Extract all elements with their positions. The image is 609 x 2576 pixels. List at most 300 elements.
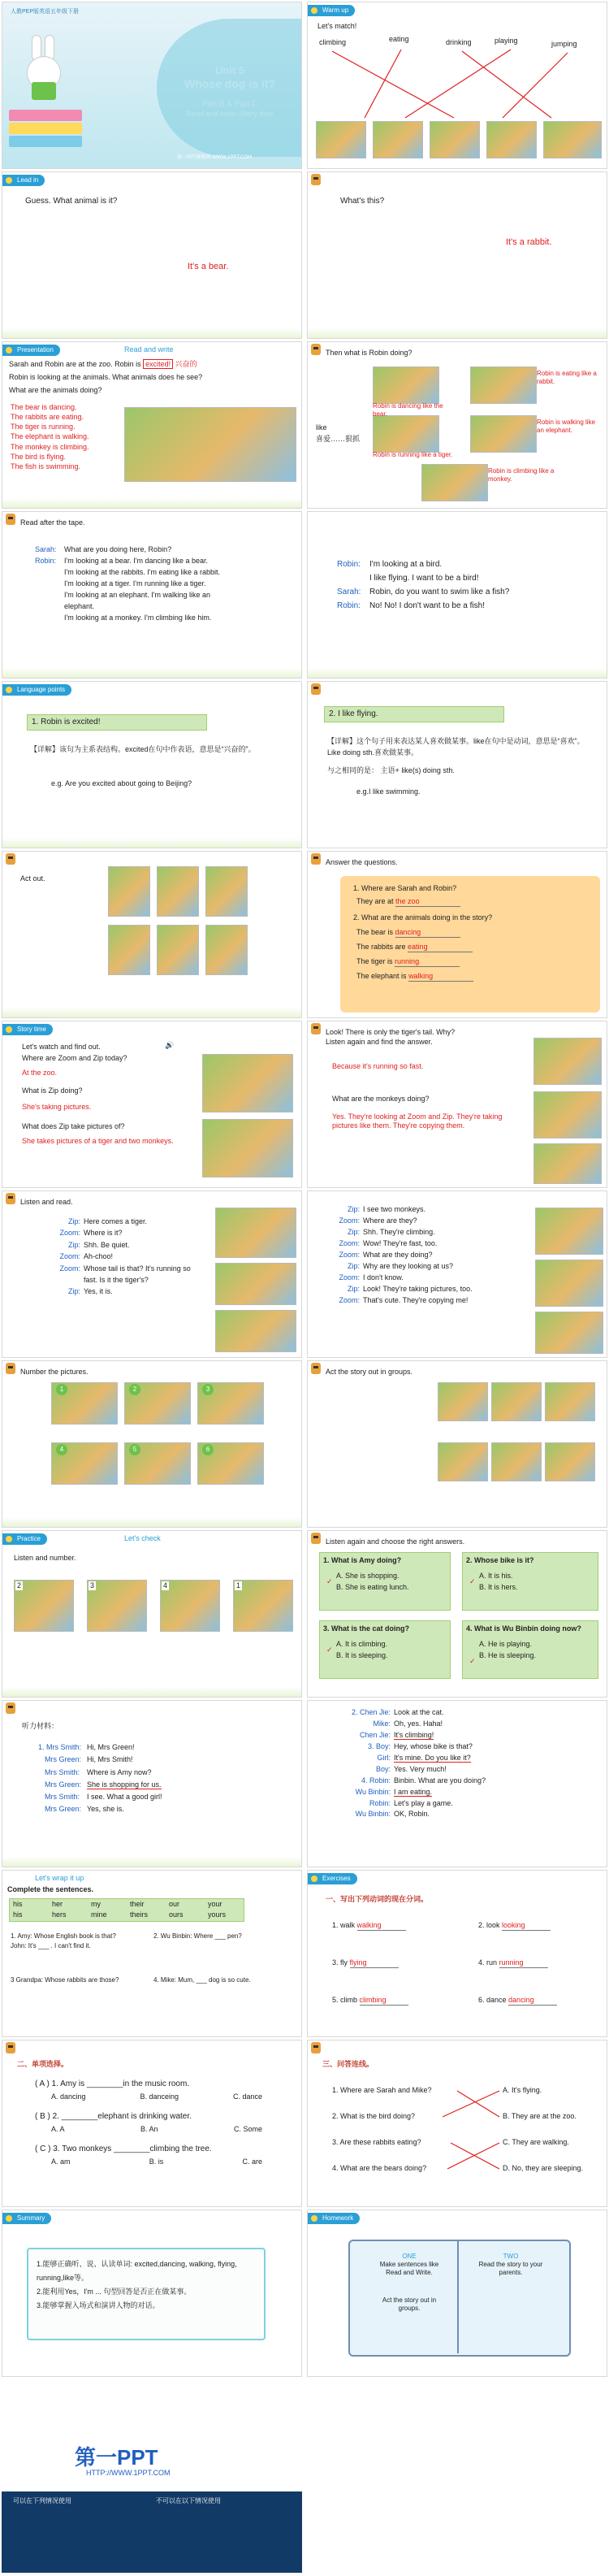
section-tag: Warm up [308,5,355,16]
exercises-slide[interactable] [307,1870,607,2037]
footer-logo: 第一PPT [75,2445,158,2470]
word-drinking[interactable]: drinking [446,38,472,46]
dialogue-line [327,1273,530,1284]
item-word: 4. run [478,1958,498,1967]
line-text: Look! They're taking pictures, too. [363,1284,473,1293]
line-text: Binbin. What are you doing? [394,1776,486,1785]
footer-band [2,2491,302,2573]
language-explanation: 【详解】该句为主系表结构。excited在句中作表语，意思是“兴奋的”。 [30,745,256,753]
line-text: I see two monkeys. [363,1205,426,1213]
line-text: I'm looking at a bird. [369,560,443,569]
ground-decoration [2,1517,301,1527]
footer [2,2381,302,2573]
line-text: Yes, it is. [84,1287,113,1296]
wrapup-slide[interactable] [2,1870,302,2037]
leadin-slide[interactable] [2,171,302,339]
mc-options [51,2125,262,2134]
match-question[interactable]: 3. Are these rabbits eating? [332,2138,421,2146]
dialogue-line [38,1767,162,1779]
section-tag: Exercises [308,1873,357,1884]
story-line: What is Zip doing? [22,1086,83,1095]
line-text: Yes. Very much! [394,1764,447,1773]
robot-icon [311,174,321,185]
number-box[interactable]: 4 [163,1581,168,1589]
choice-card [462,1620,598,1679]
leadin2-answer: It's a rabbit. [506,237,552,247]
dialogue-line [340,1787,486,1798]
act-groups-slide[interactable] [307,1360,607,1528]
robin-bubble: Robin is climbing like a monkey. [488,467,555,483]
answer-prefix: The bear is [356,928,394,936]
dialogue-line [337,557,509,571]
book-stack-icon [9,108,82,149]
robot-icon [6,853,15,865]
summary-line: 2.能利用Yes，I'm ... 句型回答是否正在做某事。 [37,2288,192,2296]
story-slide[interactable] [2,1021,302,1188]
story-line: Where are Zoom and Zip today? [22,1054,127,1062]
choice-question: 4. What is Wu Binbin doing now? [466,1624,581,1633]
word-eating[interactable]: eating [389,35,409,43]
check-label: Let's check [124,1534,161,1542]
story-picture [535,1312,603,1354]
mc-option[interactable]: B. is [149,2158,164,2166]
form-subject: 主语+ [380,766,400,774]
answer-blank[interactable]: the zoo [395,897,460,907]
answer-blank[interactable]: walking [408,972,473,982]
answer-line: The fish is swimming. [11,462,81,471]
script1-slide[interactable] [2,1700,302,1867]
speaker: Mrs Green: [45,1755,82,1764]
listen-read2-slide[interactable] [307,1190,607,1358]
line-text: I'm looking at a tiger. I'm running like a tiger. [64,579,206,588]
match-title: 三、问答连线。 [322,2060,374,2068]
like-meaning: 喜爱……狠抓 [316,435,361,443]
mc-option[interactable]: B. danceing [140,2092,179,2101]
dialogue-line [327,1227,530,1238]
answer-blank[interactable]: eating [408,943,473,952]
matching-slide[interactable] [307,2040,607,2207]
answer-blank[interactable]: running [499,1958,548,1968]
zoo-picture [124,407,296,482]
dialogue-line [51,1251,205,1262]
actout-slide[interactable] [2,851,302,1018]
homework-one [373,2253,446,2277]
speaker: Robin: [35,556,57,565]
story-picture [533,1091,602,1138]
homework-three: Act the story out in groups. [382,2296,437,2312]
answer-blank[interactable]: walking [357,1921,406,1931]
line-text: Whose tail is that? It's running so fast. Is it the tiger's? [84,1264,191,1284]
robin-picture [470,415,537,453]
speaker: Robin: [369,1798,391,1807]
choice-option-b[interactable]: B. It is sleeping. [336,1650,388,1659]
speaker: Zip: [347,1284,360,1293]
story-picture [202,1054,293,1112]
dialogue-line [327,1284,530,1295]
warmup-slide[interactable] [307,2,607,169]
robin-bubble: Robin is eating like a rabbit. [537,370,597,385]
form-label: 与之相同的是： [327,766,379,774]
answer-blank[interactable]: climbing [360,1996,408,2006]
listen-picture [233,1580,293,1632]
homework-two [470,2253,551,2277]
excited-note: 兴奋的 [175,360,197,368]
match-question[interactable]: 2. What is the bird doing? [332,2112,416,2120]
match-prompt: Let's match! [317,22,357,30]
check-mark-icon: ✓ [326,1646,333,1654]
answer-blank[interactable]: dancing [508,1996,557,2006]
leadin2-question: What's this? [340,197,385,206]
story-answer: At the zoo. [22,1069,58,1077]
listen-read-slide[interactable] [2,1190,302,1358]
story2-slide[interactable] [307,1021,607,1188]
line-text: I am eating. [394,1787,433,1796]
speaker: Mrs Smith: [45,1767,80,1776]
choice-option-b[interactable]: B. It is hers. [479,1582,518,1591]
presentation-line3: What are the animals doing? [9,386,102,394]
dialogue-line [327,1216,530,1227]
speaker: Zoom: [339,1216,360,1225]
dialogue-line [51,1216,205,1227]
zip-zoom-dialogue [51,1216,205,1298]
footer-url[interactable]: HTTP://WWW.1PPT.COM [86,2469,171,2477]
answer-blank[interactable]: looking [502,1921,551,1931]
story-picture [108,925,150,975]
story-answer: Because it's running so fast. [332,1062,424,1070]
wrapup-sentence: 4. Mike: Mum, ___ dog is so cute. [153,1976,251,1984]
dialogue-line [327,1238,530,1250]
mc-option[interactable]: C. Some [233,2125,262,2133]
pronoun-cell: mine [91,1910,107,1919]
ground-decoration [2,838,301,848]
excited-word[interactable]: excited! [143,359,173,369]
story-picture [535,1208,603,1255]
line-text: I'm looking at a monkey. I'm climbing like him. [64,613,212,622]
line-text: Why are they looking at us? [363,1261,454,1270]
cover-slide[interactable] [2,2,302,169]
robin-bubble: Robin is walking like an elephant. [537,418,596,434]
answer-line: The elephant is walking. [11,432,89,441]
robot-icon [311,683,321,695]
line-text: Look at the cat. [394,1708,444,1716]
story-picture [202,1119,293,1177]
speaker: Zoom: [59,1264,80,1273]
match-lines [308,2040,607,2206]
line-text: That's cute. They're copying me! [363,1295,469,1304]
pronoun-cell: your [208,1900,222,1908]
word-climbing[interactable]: climbing [319,38,347,46]
robot-icon [311,853,321,865]
robot-icon [311,1023,321,1034]
mc-question: ( B ) 2. ________elephant is drinking water. [35,2112,192,2121]
answer-prefix: The elephant is [356,972,407,980]
act-groups-title: Act the story out in groups. [326,1368,413,1376]
robin-picture [373,366,439,404]
choice-option-a[interactable]: A. It is his. [479,1572,513,1581]
mc-option[interactable]: B. An [140,2125,158,2133]
ground-decoration [2,328,301,338]
line-text: I'm looking at the rabbits. I'm eating like a rabbit. [64,567,221,576]
robin-picture [470,366,537,404]
choice-question: 2. Whose bike is it? [466,1556,534,1564]
match-question[interactable]: 4. What are the bears doing? [332,2164,427,2172]
story-picture [215,1263,296,1305]
match-answer[interactable]: B. They are at the zoo. [503,2112,577,2120]
speaker: Zoom: [339,1273,360,1281]
section-tag: Story time [2,1024,53,1035]
speaker: Zip: [67,1240,80,1249]
line-text: I like flying. I want to be a bird! [369,574,479,583]
robin-bubble: Robin is running like a tiger. [373,451,453,458]
check-mark-icon: ✓ [469,1577,476,1585]
answer-row [356,957,460,967]
animal-picture [316,121,366,158]
footer-col1-title: 可以在下列情况使用 [13,2497,71,2504]
language-example: e.g. Are you excited about going to Beijing? [51,779,192,787]
answer-blank[interactable]: running [395,957,460,967]
rabbit-reading-icon [20,35,69,108]
dialogue-line [38,1803,162,1815]
practice-title: Listen and number. [14,1554,76,1562]
line-text: Yes, she is. [87,1805,124,1814]
match-answer[interactable]: A. It's flying. [503,2086,542,2094]
language-form [327,766,455,775]
word-playing[interactable]: playing [495,37,518,45]
line-text: Oh, yes. Haha! [394,1719,443,1728]
language1-slide[interactable] [2,681,302,848]
dialogue-line [35,544,220,556]
read-tape-slide[interactable] [2,511,302,679]
choice-card [462,1552,598,1611]
speaker: Zoom: [339,1295,360,1304]
form-pattern: like(s) doing sth. [401,766,455,774]
pronoun-cell: hers [52,1910,67,1919]
ground-decoration [2,498,301,508]
robot-icon [6,1702,15,1714]
line-text: Robin, do you want to swim like a fish? [369,588,510,596]
answer-1 [356,897,460,907]
speaker: Robin: [337,601,361,610]
homework-slide[interactable] [307,2210,607,2377]
summary-slide[interactable] [2,2210,302,2377]
match-answer[interactable]: C. They are walking. [503,2138,569,2146]
speaker: 2. Chen Jie: [351,1708,391,1716]
answer-line: The tiger is running. [11,423,76,432]
number-badge: 6 [202,1444,214,1455]
dialogue-line [51,1239,205,1251]
story-picture [533,1038,602,1085]
item-word: 6. dance [478,1996,507,2004]
line-text: Where is it? [84,1229,123,1238]
read-tape2-slide[interactable] [307,511,607,679]
read-write-label: Read and write [124,345,174,353]
multiple-choice-slide[interactable] [2,2040,302,2207]
line-text: What are they doing? [363,1250,433,1259]
speaker: Zip: [347,1205,360,1213]
pronoun-cell: his [13,1910,23,1919]
speaker: Zip: [67,1287,80,1296]
dialogue-line [327,1295,530,1307]
one-label: ONE [402,2253,417,2260]
word-jumping[interactable]: jumping [551,40,577,48]
pronoun-cell: theirs [130,1910,149,1919]
speaker: Mrs Smith: [45,1793,80,1802]
section-tag: Lead in [2,175,45,186]
line-text: It's climbing! [394,1730,434,1739]
ground-decoration [2,1857,301,1867]
pronoun-cell: their [130,1900,145,1908]
choice-option-a[interactable]: A. It is climbing. [336,1640,388,1649]
read-tape-title: Read after the tape. [20,518,85,527]
pronoun-cell: our [169,1900,180,1908]
summary-line: 1.能够正确听、说、认读单词: excited,dancing, walking, flying, running,like等。 [37,2260,237,2283]
answer-questions-slide[interactable] [307,851,607,1018]
answer-blank[interactable]: flying [350,1958,399,1968]
dialogue-line [327,1204,530,1216]
story-picture [545,1442,595,1481]
robot-icon [311,1533,321,1544]
exercise-title: 一、写出下列动词的现在分词。 [326,1895,429,1903]
choice-card [319,1620,451,1679]
story-picture [491,1382,542,1421]
animal-picture [373,121,423,158]
number-box[interactable]: 1 [236,1581,241,1589]
choice-option-a[interactable]: A. He is playing. [479,1640,533,1649]
robot-icon [311,1363,321,1374]
match-answer[interactable]: D. No, they are sleeping. [503,2164,584,2172]
speaker: Chen Jie: [359,1730,391,1739]
mc-option[interactable]: A. dancing [51,2092,86,2101]
ground-decoration [2,668,301,678]
wrapup-sentence: 1. Amy: Whose English book is that? [11,1932,116,1940]
listen-picture [14,1580,74,1632]
robin-question: Then what is Robin doing? [326,349,412,357]
story-line: Look! There is only the tiger's tail. Why? [326,1028,456,1036]
line-text: I see. What a good girl! [87,1793,162,1802]
exercise-item [478,1996,557,2006]
summary-line: 3.能够掌握入场式和演讲人物的对话。 [37,2301,160,2310]
answer-blank[interactable]: dancing [395,928,460,938]
line-text: Ah-choo! [84,1252,114,1261]
choice-option-a[interactable]: A. She is shopping. [336,1572,400,1581]
ground-decoration [308,668,607,678]
story-picture [205,925,248,975]
pronoun-cell: her [52,1900,63,1908]
section-tag: Homework [308,2213,360,2224]
speaker: Boy: [375,1764,391,1773]
ground-decoration [2,1008,301,1017]
notebook-spine [457,2240,459,2353]
mc-option[interactable]: A. A [51,2125,65,2133]
line-text: Let's play a game. [394,1798,453,1807]
answer-row [356,972,473,982]
dialogue-line [340,1809,486,1820]
mc-options [51,2092,262,2101]
story-answer: She takes pictures of a tiger and two monkeys. [22,1137,174,1145]
choice-question: 1. What is Amy doing? [323,1556,402,1564]
item-word: 1. walk [332,1921,356,1929]
answer-prefix: The tiger is [356,957,393,965]
speaker: Robin: [337,560,361,569]
mc-question: ( C ) 3. Two monkeys ________climbing the tree. [35,2144,212,2153]
dialogue-line [340,1798,486,1810]
practice-slide[interactable] [2,1530,302,1698]
choice-question: 3. What is the cat doing? [323,1624,410,1633]
story-picture [438,1382,488,1421]
actout-title: Act out. [20,874,45,883]
number-pictures-slide[interactable] [2,1360,302,1528]
question-1: 1. Where are Sarah and Robin? [353,884,457,892]
language2-slide[interactable] [307,681,607,848]
listen-picture [160,1580,220,1632]
line-text: Shh. Be quiet. [84,1240,130,1249]
speaker-icon[interactable]: 🔊 [165,1041,175,1049]
speaker: 1. Mrs Smith: [38,1743,82,1751]
mc-option[interactable]: A. am [51,2158,71,2166]
match-lines [308,48,607,121]
number-box[interactable]: 3 [90,1581,95,1589]
dialogue-line [340,1753,486,1764]
script2-slide[interactable] [307,1700,607,1867]
cover-badge: 人教PEP版英语五年级下册 [11,9,80,15]
dialogue-line [38,1754,162,1766]
line-text: Hi, Mrs Smith! [87,1755,133,1764]
line-text: Hey, whose bike is that? [394,1741,473,1750]
line-text: Here comes a tiger. [84,1217,148,1225]
robin-like-slide[interactable] [307,341,607,509]
choose-answers-slide[interactable] [307,1530,607,1698]
choice-option-b[interactable]: B. She is eating lunch. [336,1582,409,1591]
language-example: e.g.I like swimming. [356,787,421,796]
choose-title: Listen again and choose the right answers. [326,1537,465,1546]
speaker: Zip: [67,1217,80,1225]
speaker: Mrs Green: [45,1780,82,1789]
mc-option[interactable]: C. dance [232,2092,262,2101]
story-line: Let's watch and find out. [22,1043,101,1051]
leadin2-slide[interactable] [307,171,607,339]
leadin-answer: It's a bear. [188,262,229,271]
wrapup-sentence: 3 Grandpa: Whose rabbits are those? [11,1976,119,1984]
section-tag: Practice [2,1533,47,1545]
dialogue-line [340,1741,486,1753]
pronoun-cell: yours [208,1910,227,1919]
line-text: elephant. [64,601,95,610]
story-picture [545,1382,595,1421]
wrapup-title: Complete the sentences. [7,1885,94,1893]
number-badge: 4 [56,1444,67,1455]
two-text: Read the story to your parents. [478,2261,543,2276]
summary-text [37,2257,256,2313]
match-question[interactable]: 1. Where are Sarah and Mike? [332,2086,432,2094]
robin-picture [373,415,439,453]
presentation-slide[interactable] [2,341,302,509]
number-box[interactable]: 2 [17,1581,22,1589]
speaker: Girl: [377,1753,391,1762]
check-mark-icon: ✓ [469,1657,476,1665]
ground-decoration [308,328,607,338]
robin-picture [421,464,488,501]
exercise-item [332,1996,408,2006]
choice-option-b[interactable]: B. He is sleeping. [479,1650,537,1659]
listen-picture [87,1580,147,1632]
number-badge: 1 [56,1384,67,1395]
dialogue-line [38,1791,162,1803]
question-2: 2. What are the animals doing in the story? [353,913,493,922]
mc-option[interactable]: C. are [242,2158,262,2166]
story-line: What are the monkeys doing? [332,1095,430,1103]
exercise-item [478,1921,551,1931]
pronoun-table [9,1898,244,1922]
